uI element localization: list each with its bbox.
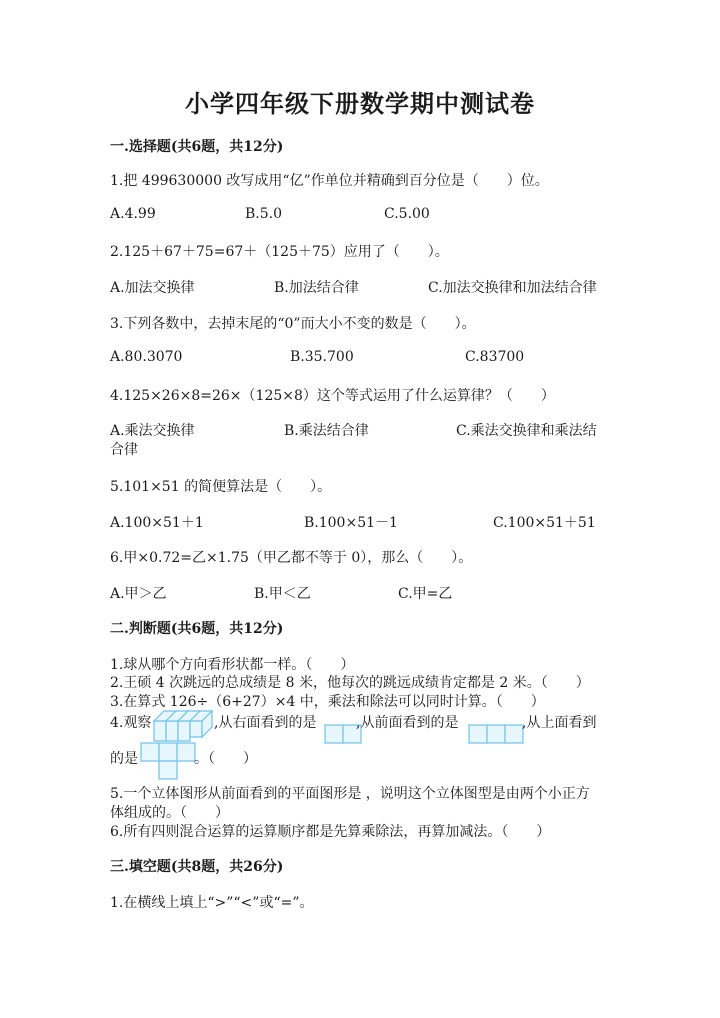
- judgement-question-6: 6.所有四则混合运算的运算顺序都是先算乘除法，再算加减法。（ ）: [110, 824, 551, 840]
- choice-4-option-a: A.乘法交换律: [110, 423, 195, 439]
- judgement-question-1: 1.球从哪个方向看形状都一样。（ ）: [110, 657, 355, 673]
- choice-1-option-a: A.4.99: [110, 206, 156, 222]
- choice-question-1: 1.把 499630000 改写成用“亿”作单位并精确到百分位是（ ）位。: [110, 173, 549, 189]
- judgement-question-2: 2.王硕 4 次跳远的总成绩是 8 米，他每次的跳远成绩肯定都是 2 米。（ ）: [110, 675, 590, 691]
- section-heading-judgement: 二.判断题(共6题，共12分): [110, 621, 284, 637]
- choice-4-option-b: B.乘法结合律: [284, 423, 369, 439]
- cube-stack-figure: [152, 707, 216, 743]
- judgement-question-4-right-view-text: ,从右面看到的是: [214, 715, 317, 731]
- choice-question-6: 6.甲×0.72=乙×1.75（甲乙都不等于 0），那么（ ）。: [110, 550, 473, 566]
- judgement-question-4-start: 4.观察: [110, 715, 152, 731]
- fill-blank-question-1: 1.在横线上填上“>”“<”或“=”。: [110, 895, 314, 911]
- judgement-question-5-line1: 5.一个立体图形从前面看到的平面图形是 ，说明这个立体图型是由两个小正方: [110, 786, 590, 802]
- choice-question-3: 3.下列各数中，去掉末尾的“0”而大小不变的数是（ ）。: [110, 316, 476, 332]
- judgement-question-4-continued: 的是: [110, 751, 138, 767]
- choice-5-option-b: B.100×51－1: [304, 515, 398, 531]
- choice-question-5: 5.101×51 的简便算法是（ ）。: [110, 479, 332, 495]
- choice-3-option-b: B.35.700: [290, 349, 354, 365]
- choice-6-option-c: C.甲=乙: [398, 586, 453, 602]
- page-title: 小学四年级下册数学期中测试卷: [185, 89, 535, 118]
- choice-1-option-c: C.5.00: [384, 206, 430, 222]
- choice-question-4: 4.125×26×8=26×（125×8）这个等式运用了什么运算律？（ ）: [110, 388, 555, 404]
- judgement-question-4-end: 。（ ）: [194, 751, 257, 767]
- judgement-question-4-top-view-text: ,从上面看到: [522, 715, 597, 731]
- top-view-figure: [140, 742, 196, 782]
- judgement-question-4-front-view-text: ,从前面看到的是: [356, 715, 459, 731]
- choice-3-option-a: A.80.3070: [110, 349, 183, 365]
- choice-6-option-a: A.甲＞乙: [110, 586, 167, 602]
- section-heading-fill-blank: 三.填空题(共8题，共26分): [110, 859, 284, 875]
- judgement-question-3: 3.在算式 126÷（6+27）×4 中，乘法和除法可以同时计算。（ ）: [110, 694, 545, 710]
- choice-2-option-c: C.加法交换律和加法结合律: [428, 280, 597, 296]
- front-view-figure: [468, 724, 524, 744]
- choice-question-2: 2.125＋67＋75=67＋（125＋75）应用了（ ）。: [110, 244, 449, 260]
- section-heading-choice: 一.选择题(共6题，共12分): [110, 139, 284, 155]
- choice-2-option-a: A.加法交换律: [110, 280, 195, 296]
- choice-5-option-c: C.100×51＋51: [493, 515, 596, 531]
- choice-3-option-c: C.83700: [465, 349, 525, 365]
- choice-5-option-a: A.100×51＋1: [110, 515, 204, 531]
- choice-6-option-b: B.甲＜乙: [254, 586, 311, 602]
- judgement-question-5-line2: 体组成的。（ ）: [110, 805, 229, 821]
- choice-4-option-c: C.乘法交换律和乘法结: [456, 423, 597, 439]
- choice-2-option-b: B.加法结合律: [274, 280, 359, 296]
- choice-1-option-b: B.5.0: [245, 206, 283, 222]
- choice-4-option-c-wrap: 合律: [110, 442, 138, 458]
